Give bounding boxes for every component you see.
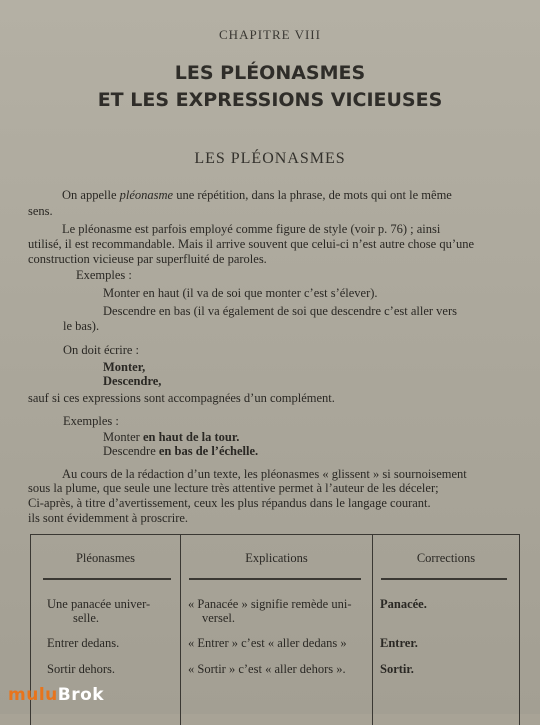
paragraph-3-line-3: Ci-après, à titre d’avertissement, ceux les plus répandus dans le langage courant. <box>28 496 431 510</box>
table-row-2-explication: « Entrer » c’est « aller dedans » <box>188 636 347 650</box>
table-header-corrections: Corrections <box>416 551 476 565</box>
chapter-heading: CHAPITRE VIII <box>219 27 321 42</box>
write-word-2: Descendre, <box>103 374 162 388</box>
table-row-1-explication-a: « Panacée » signifie remède uni- <box>188 597 352 611</box>
table-header-explications: Explications <box>245 551 308 565</box>
examples-label-1: Exemples : <box>76 268 132 282</box>
table-row-2-pleonasme: Entrer dedans. <box>47 636 120 650</box>
example-3-verb: Monter <box>103 430 143 444</box>
p1-pre: On appelle <box>62 188 120 202</box>
example-3-complement: en haut de la tour. <box>142 430 240 444</box>
paragraph-1-line-1 <box>62 188 452 203</box>
table-row-1-pleonasme-a: Une panacée univer- <box>47 597 151 611</box>
paragraph-1-line-2: sens. <box>28 204 53 218</box>
sauf-line: sauf si ces expressions sont accompagnées d’un complément. <box>28 391 335 405</box>
example-4-complement: en bas de l’échelle. <box>158 444 259 458</box>
example-2-line-2: le bas). <box>63 319 100 333</box>
paragraph-2-line-3: construction vicieuse par superfluité de paroles. <box>28 252 267 266</box>
example-2-line-1: Descendre en bas (il va également de soi que descendre c’est aller vers <box>103 304 458 318</box>
paragraph-3-line-1: Au cours de la rédaction d’un texte, les pléonasmes « glissent » si sournoisement <box>62 467 467 481</box>
example-4-verb: Descendre <box>103 444 159 458</box>
example-1: Monter en haut (il va de soi que monter c’est s’élever). <box>103 286 378 300</box>
section-heading: LES PLÉONASMES <box>194 150 346 167</box>
header-rule-3 <box>381 578 507 580</box>
page-title <box>0 60 540 114</box>
title-line-2: ET LES EXPRESSIONS VICIEUSES <box>97 89 443 111</box>
paragraph-3-line-2: sous la plume, que seule une lecture très attentive permet à l’auteur de les déceler; <box>28 481 439 495</box>
title-line-1: LES PLÉONASMES <box>174 62 366 84</box>
table-row-3-explication: « Sortir » c’est « aller dehors ». <box>188 662 346 676</box>
table-row-3-pleonasme: Sortir dehors. <box>47 662 116 676</box>
watermark-part-1: mulu <box>8 685 58 705</box>
table-row-2-correction: Entrer. <box>380 636 418 650</box>
table-row-1-explication-b: versel. <box>202 611 235 625</box>
p1-post: une répétition, dans la phrase, de mots qui ont le même <box>173 188 452 202</box>
paragraph-2-line-1: Le pléonasme est parfois employé comme figure de style (voir p. 76) ; ainsi <box>62 222 441 236</box>
table-row-3-correction: Sortir. <box>380 662 414 676</box>
example-3 <box>103 430 239 445</box>
header-rule-2 <box>189 578 361 580</box>
table-header-pleonasmes: Pléonasmes <box>75 551 136 565</box>
paragraph-3-line-4: ils sont évidemment à proscrire. <box>28 511 189 525</box>
header-rule-1 <box>43 578 171 580</box>
watermark-part-2: Brok <box>57 685 105 705</box>
table-row-1-pleonasme-b: selle. <box>73 611 100 625</box>
example-4 <box>103 444 258 459</box>
paragraph-2-line-2: utilisé, il est recommandable. Mais il arrive souvent que celui-ci n’est autre chose qu’une <box>28 237 475 251</box>
table-row-1-correction: Panacée. <box>380 597 427 611</box>
p1-term: pléonasme <box>119 188 174 202</box>
watermark-logo <box>8 685 104 705</box>
write-word-1: Monter, <box>103 360 146 374</box>
write-label: On doit écrire : <box>63 343 140 357</box>
examples-label-2: Exemples : <box>63 414 119 428</box>
